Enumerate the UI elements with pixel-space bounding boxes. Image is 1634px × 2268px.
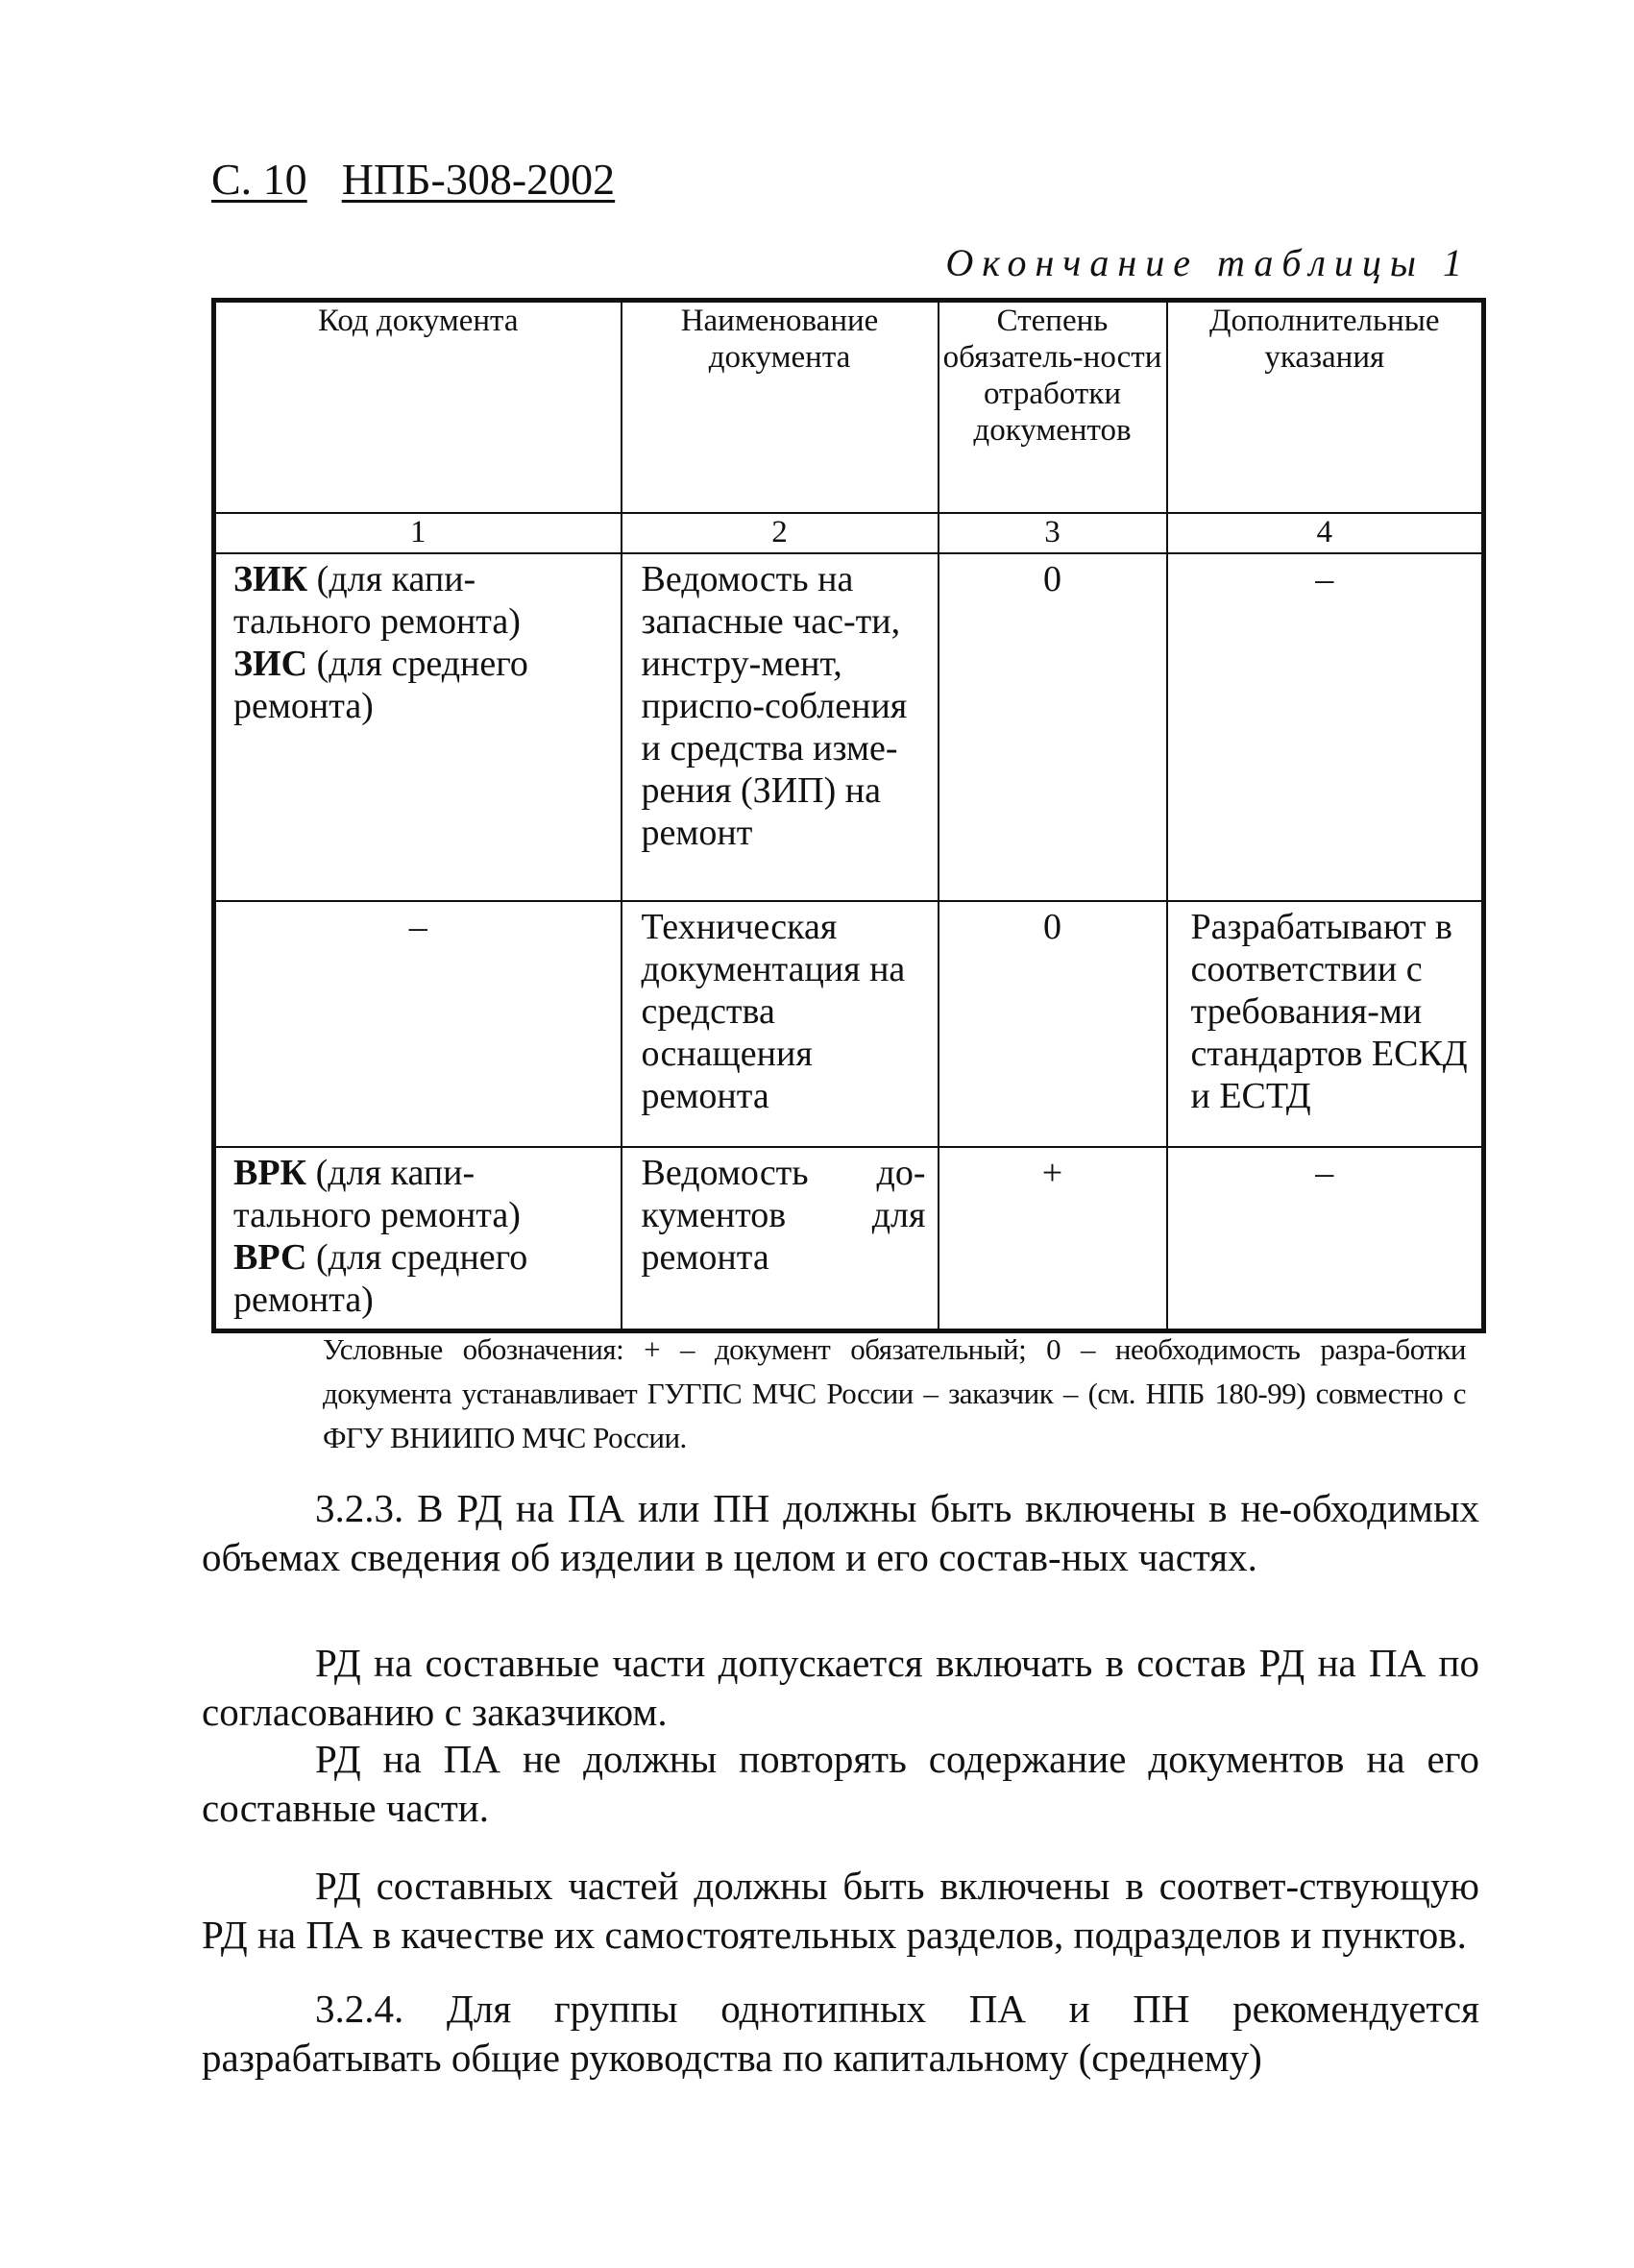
document-code-cell: – [214,901,622,1147]
table-row [214,553,1484,901]
paragraph: 3.2.3. В РД на ПА или ПН должны быть включены в не-обходимых объемах сведения об изделии в целом и его состав-ных частях. [202,1486,1479,1579]
header-document-code: Код документа [214,301,622,514]
additional-notes-cell: – [1167,1147,1484,1331]
document-code-cell [214,553,622,901]
document-name-cell: Ведомость на запасные час-ти, инстру-мент, приспо-собления и средства изме-рения (ЗИП) на ремонт [622,553,939,901]
table-row [214,1147,1484,1331]
column-number: 1 [214,513,622,553]
documents-table [211,298,1486,1333]
column-number: 3 [939,513,1167,553]
document-code-cell [214,1147,622,1331]
obligation-degree-cell: 0 [939,553,1167,901]
paragraph: РД составных частей должны быть включены в соответ-ствующую РД на ПА в качестве их самостоятельных разделов, подразделов и пунктов. [202,1864,1479,1957]
header-document-name: Наименование документа [622,301,939,514]
additional-notes-cell: Разрабатывают в соответствии с требования-ми стандартов ЕСКД и ЕСТД [1167,901,1484,1147]
table-caption: Окончание таблицы 1 [945,241,1471,284]
column-number: 2 [622,513,939,553]
code-description: (для капи-тального ремонта) [233,1153,521,1235]
column-number-row [214,513,1484,553]
code-description: (для среднего ремонта) [233,644,528,726]
obligation-degree-cell: 0 [939,901,1167,1147]
column-number: 4 [1167,513,1484,553]
header-obligation-degree: Степень обязатель-ности отработки документов [939,301,1167,514]
document-name-cell: Техническая документация на средства оснащения ремонта [622,901,939,1147]
code-description: (для среднего ремонта) [233,1237,528,1320]
page-header [211,154,615,205]
document-code: НПБ-308-2002 [341,155,616,204]
code-bold: ВРС [233,1237,307,1278]
table-header-row [214,301,1484,514]
code-bold: ВРК [233,1153,307,1193]
additional-notes-cell: – [1167,553,1484,901]
paragraph: 3.2.4. Для группы однотипных ПА и ПН рекомендуется разрабатывать общие руководства по капитальному (среднему) [202,1987,1479,2080]
page-number: С. 10 [211,155,307,204]
table-legend: Условные обозначения: + – документ обязательный; 0 – необходимость разра-ботки документа устанавливает ГУГПС МЧС России – заказчик – (см. НПБ 180-99) совместно с ФГУ ВНИИПО МЧС России. [323,1332,1466,1454]
header-additional-notes: Дополнительные указания [1167,301,1484,514]
paragraph: РД на ПА не должны повторять содержание документов на его составные части. [202,1737,1479,1830]
obligation-degree-cell: + [939,1147,1167,1331]
table-row [214,901,1484,1147]
paragraph: РД на составные части допускается включать в состав РД на ПА по согласованию с заказчиком. [202,1641,1479,1734]
code-description: (для капи-тального ремонта) [233,559,521,642]
code-bold: ЗИС [233,644,308,684]
document-name-cell: Ведомость до-кументов для ремонта [622,1147,939,1331]
code-bold: ЗИК [233,559,308,599]
